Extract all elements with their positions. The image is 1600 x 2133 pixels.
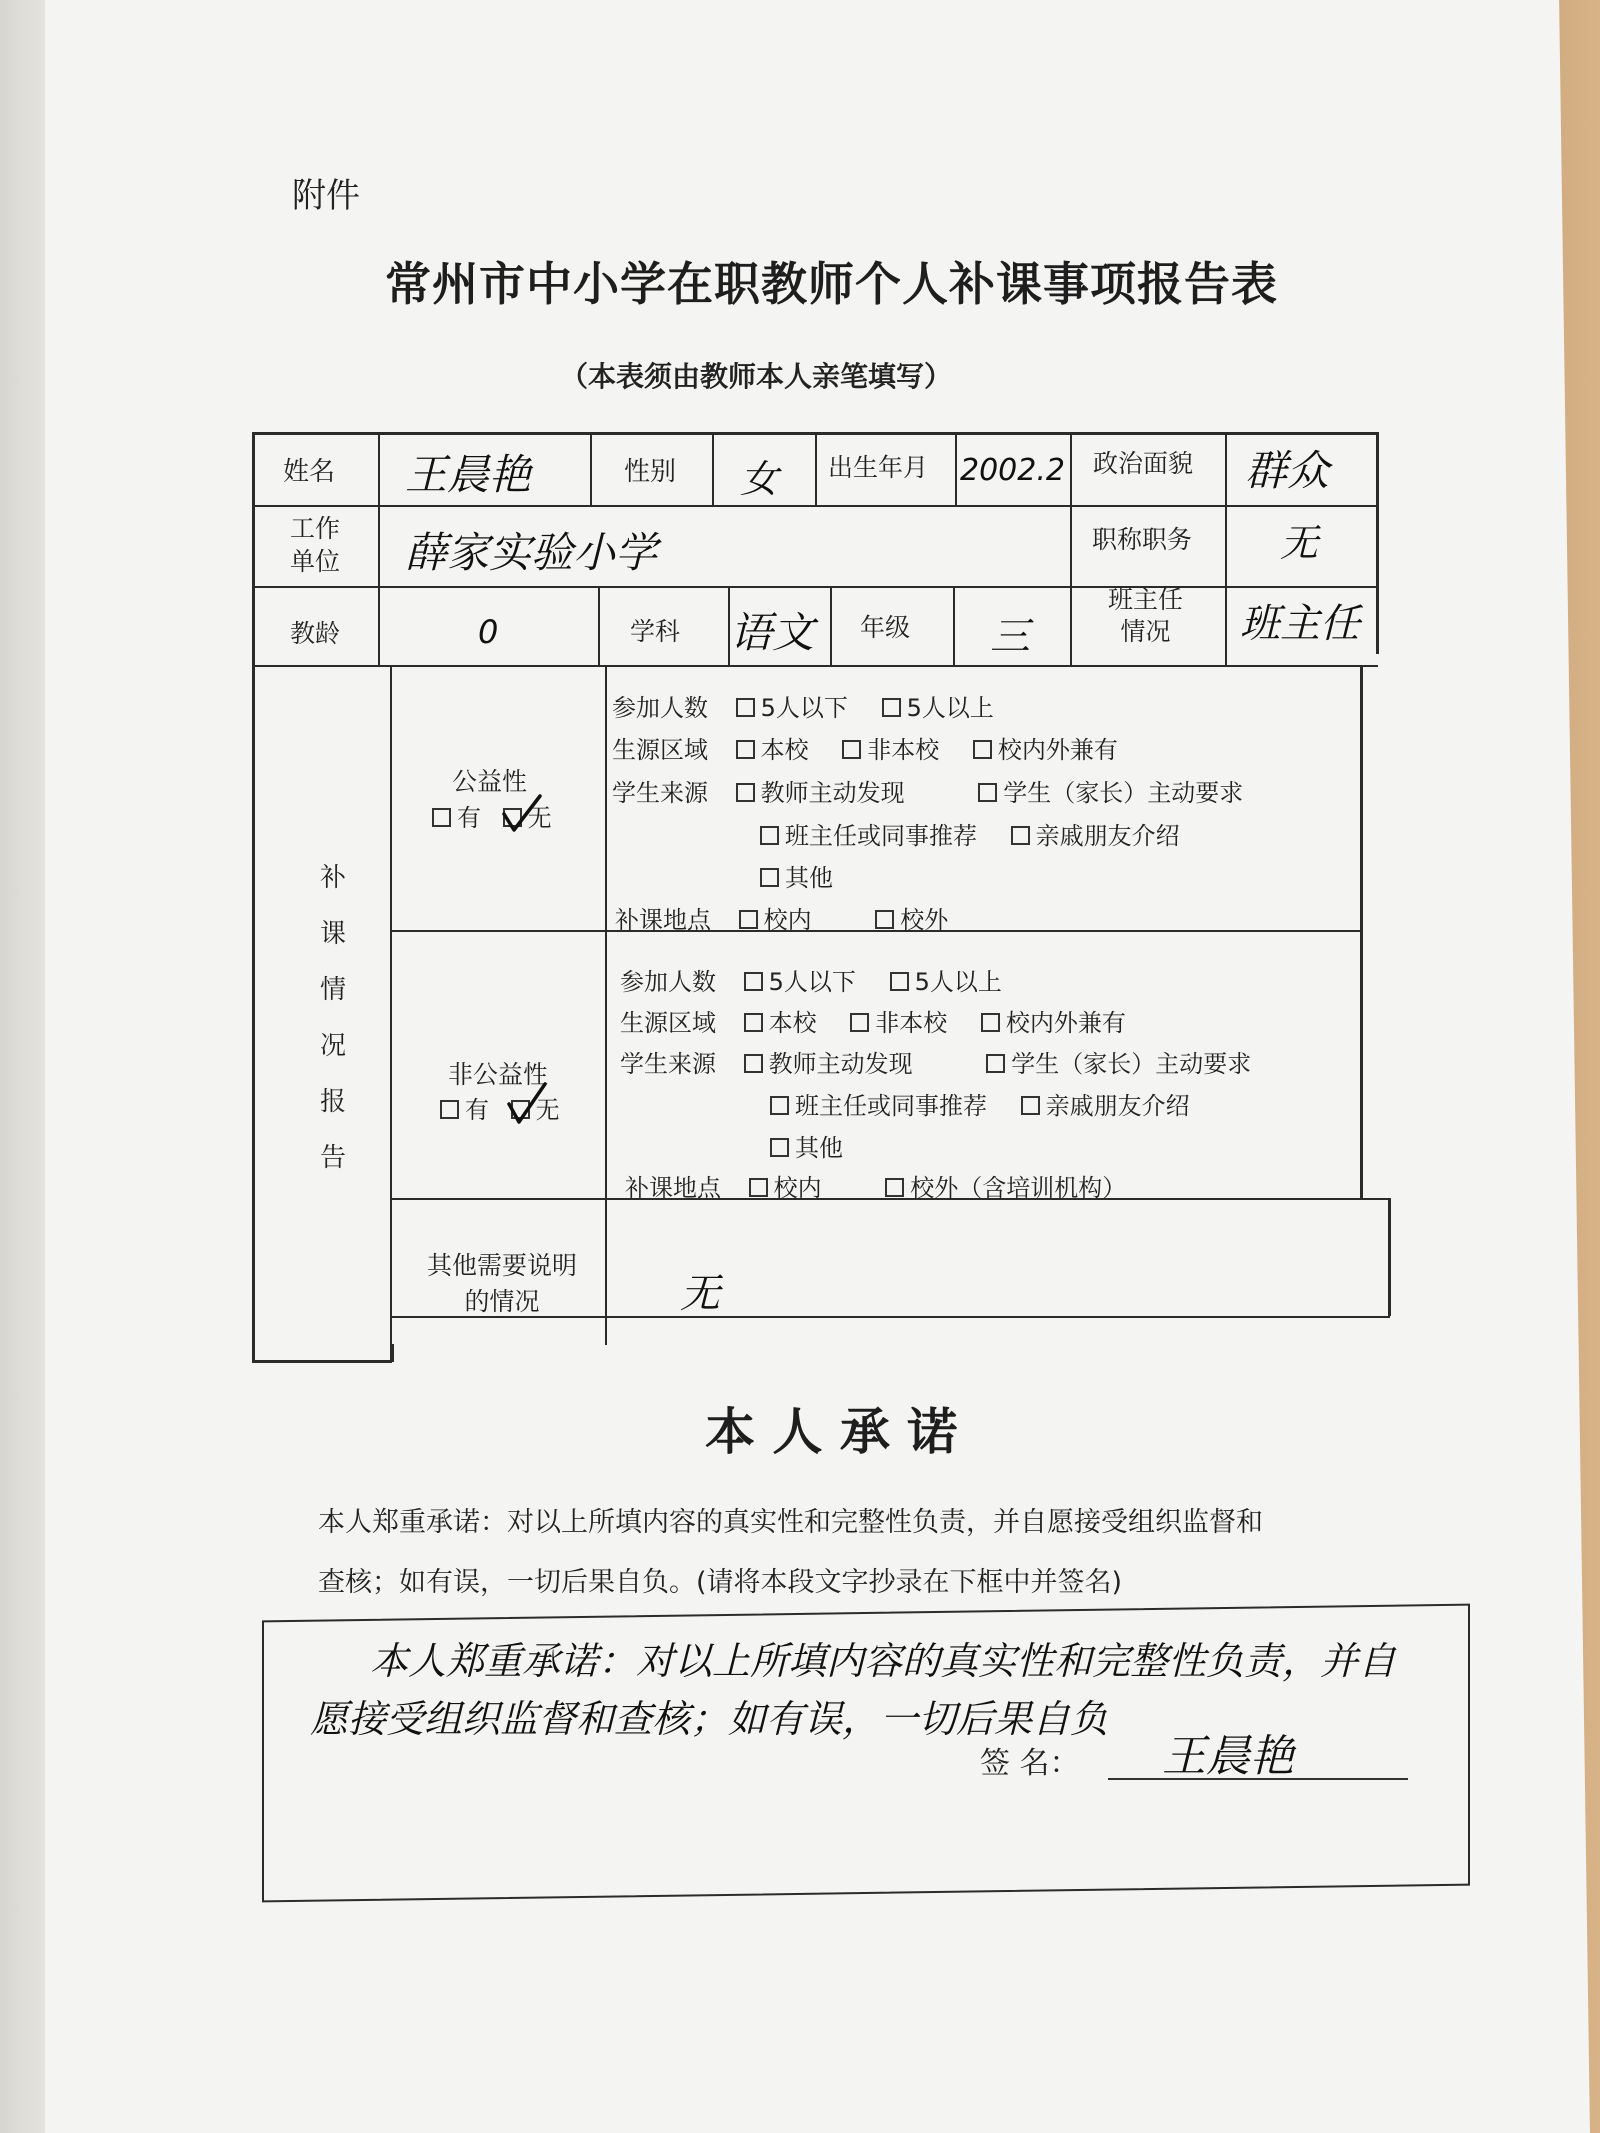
pledge-title: 本 人 承 诺 — [705, 1402, 958, 1461]
head-teacher-label-line2: 情况 — [1120, 617, 1171, 646]
opt-label: 5人以上 — [914, 968, 1002, 996]
opt-checkbox[interactable] — [736, 740, 755, 759]
public-label: 公益性 — [452, 767, 528, 796]
signature-value: 王晨艳 — [1162, 1731, 1294, 1782]
subject-value: 语文 — [730, 608, 815, 657]
public-no-checkmark-icon — [500, 792, 544, 836]
handwritten-line2: 愿接受组织监督和查核；如有误，一切后果自负 — [310, 1697, 1109, 1741]
opt-label: 其他 — [785, 864, 833, 892]
opt-label: 教师主动发现 — [760, 779, 905, 807]
politics-value: 群众 — [1245, 446, 1330, 495]
opt-checkbox[interactable] — [986, 1054, 1005, 1073]
opt-label: 亲戚朋友介绍 — [1045, 1092, 1190, 1120]
politics-label: 政治面貌 — [1093, 449, 1194, 478]
opt-label: 学生（家长）主动要求 — [1011, 1050, 1252, 1078]
opt-label: 校外 — [900, 906, 949, 934]
opt-checkbox[interactable] — [875, 910, 894, 929]
opt-checkbox[interactable] — [744, 1054, 763, 1073]
other-label-line1: 其他需要说明 — [426, 1251, 577, 1280]
birth-value: 2002.2 — [960, 453, 1065, 488]
name-value: 王晨艳 — [405, 450, 532, 499]
gender-label: 性别 — [624, 457, 677, 487]
region-label: 生源区域 — [612, 736, 708, 764]
opt-label: 5人以上 — [906, 694, 994, 722]
name-label: 姓名 — [283, 457, 336, 487]
public-yes-checkbox[interactable] — [432, 808, 451, 827]
grade-label: 年级 — [860, 613, 911, 642]
opt-checkbox[interactable] — [744, 1013, 763, 1032]
opt-label: 校内外兼有 — [1005, 1009, 1126, 1037]
nonpublic-yes-label: 有 — [465, 1096, 489, 1124]
opt-checkbox[interactable] — [978, 783, 997, 802]
nonpublic-participants-row — [620, 962, 1028, 997]
place-label: 补课地点 — [615, 906, 711, 934]
opt-label: 本校 — [768, 1009, 817, 1037]
participants-label: 参加人数 — [620, 968, 716, 996]
source-label: 学生来源 — [620, 1050, 716, 1078]
opt-checkbox[interactable] — [744, 972, 763, 991]
side-char: 情 — [319, 975, 346, 1005]
opt-checkbox[interactable] — [739, 910, 758, 929]
nonpublic-yes-checkbox[interactable] — [440, 1100, 459, 1119]
head-teacher-label — [1108, 584, 1183, 648]
other-label-line2: 的情况 — [464, 1287, 540, 1316]
job-title-label: 职称职务 — [1092, 525, 1193, 554]
opt-checkbox[interactable] — [749, 1178, 768, 1197]
opt-label: 非本校 — [867, 736, 940, 764]
opt-label: 其他 — [795, 1134, 843, 1162]
birth-label: 出生年月 — [828, 453, 929, 482]
opt-label: 学生（家长）主动要求 — [1003, 779, 1244, 807]
opt-label: 校内 — [773, 1174, 822, 1202]
pledge-text-line2: 查核；如有误，一切后果自负。(请将本段文字抄录在下框中并签名) — [318, 1567, 1123, 1598]
opt-checkbox[interactable] — [842, 740, 861, 759]
other-notes-label — [412, 1248, 592, 1320]
opt-checkbox[interactable] — [1021, 1096, 1040, 1115]
opt-label: 本校 — [760, 736, 809, 764]
teaching-age-value: 0 — [478, 613, 499, 651]
opt-checkbox[interactable] — [890, 972, 909, 991]
opt-label: 教师主动发现 — [768, 1050, 913, 1078]
pledge-text-line1: 本人郑重承诺：对以上所填内容的真实性和完整性负责，并自愿接受组织监督和 — [318, 1507, 1263, 1538]
opt-checkbox[interactable] — [736, 698, 755, 717]
side-char: 补 — [319, 863, 346, 893]
opt-checkbox[interactable] — [882, 698, 901, 717]
public-source-row-3 — [760, 858, 859, 893]
opt-checkbox[interactable] — [736, 783, 755, 802]
opt-label: 校内 — [763, 906, 812, 934]
job-title-value: 无 — [1280, 521, 1319, 565]
report-side-label — [318, 850, 348, 1186]
work-label-line2: 单位 — [290, 547, 341, 576]
nonpublic-no-checkmark-icon — [505, 1080, 549, 1128]
opt-checkbox[interactable] — [760, 868, 779, 887]
head-teacher-label-line1: 班主任 — [1108, 585, 1184, 614]
public-yes-label: 有 — [457, 804, 481, 832]
form-subtitle: （本表须由教师本人亲笔填写） — [560, 360, 953, 393]
attachment-label: 附件 — [292, 176, 360, 216]
participants-label: 参加人数 — [612, 694, 708, 722]
work-unit-value: 薛家实验小学 — [405, 528, 658, 577]
side-char: 课 — [319, 919, 346, 949]
opt-checkbox[interactable] — [770, 1096, 789, 1115]
form-title: 常州市中小学在职教师个人补课事项报告表 — [385, 257, 1278, 311]
nonpublic-source-row — [620, 1044, 1277, 1079]
opt-label: 5人以下 — [768, 968, 856, 996]
public-place-row — [615, 900, 974, 935]
head-teacher-value: 班主任 — [1240, 601, 1360, 647]
place-label: 补课地点 — [625, 1174, 721, 1202]
nonpublic-no-label: 无 — [535, 1096, 560, 1124]
work-label-line1: 工作 — [290, 514, 341, 543]
public-no-label: 无 — [527, 804, 552, 832]
side-char: 报 — [319, 1087, 346, 1117]
nonpublic-source-row-3 — [770, 1128, 869, 1163]
opt-checkbox[interactable] — [850, 1013, 869, 1032]
gender-value: 女 — [740, 457, 779, 501]
source-label: 学生来源 — [612, 779, 708, 807]
opt-checkbox[interactable] — [981, 1013, 1000, 1032]
signature-label: 签 名： — [980, 1746, 1080, 1781]
public-participants-row — [612, 688, 1020, 723]
side-char: 告 — [319, 1143, 346, 1173]
work-unit-label — [290, 512, 340, 578]
opt-label: 5人以下 — [760, 694, 848, 722]
opt-label: 亲戚朋友介绍 — [1035, 822, 1180, 850]
opt-label: 校外（含培训机构） — [910, 1174, 1127, 1202]
subject-label: 学科 — [630, 617, 681, 646]
opt-checkbox[interactable] — [885, 1178, 904, 1197]
other-notes-value: 无 — [680, 1271, 720, 1317]
region-label: 生源区域 — [620, 1009, 716, 1037]
nonpublic-place-row — [625, 1168, 1152, 1203]
handwritten-line1: 本人郑重承诺：对以上所填内容的真实性和完整性负责，并自 — [370, 1639, 1397, 1683]
nonpublic-region-row — [620, 1003, 1152, 1038]
grade-value: 三 — [990, 614, 1030, 660]
nonpublic-source-row-2 — [770, 1086, 1216, 1121]
side-char: 况 — [319, 1031, 346, 1061]
opt-label: 非本校 — [875, 1009, 948, 1037]
opt-checkbox[interactable] — [760, 826, 779, 845]
teaching-age-label: 教龄 — [290, 619, 341, 648]
public-region-row — [612, 730, 1144, 765]
public-source-row — [612, 773, 1269, 808]
opt-label: 班主任或同事推荐 — [795, 1092, 987, 1120]
opt-label: 校内外兼有 — [997, 736, 1118, 764]
opt-checkbox[interactable] — [770, 1138, 789, 1157]
opt-checkbox[interactable] — [973, 740, 992, 759]
opt-checkbox[interactable] — [1011, 826, 1030, 845]
opt-label: 班主任或同事推荐 — [785, 822, 977, 850]
nonpublic-label: 非公益性 — [448, 1060, 549, 1089]
public-source-row-2 — [760, 816, 1206, 851]
